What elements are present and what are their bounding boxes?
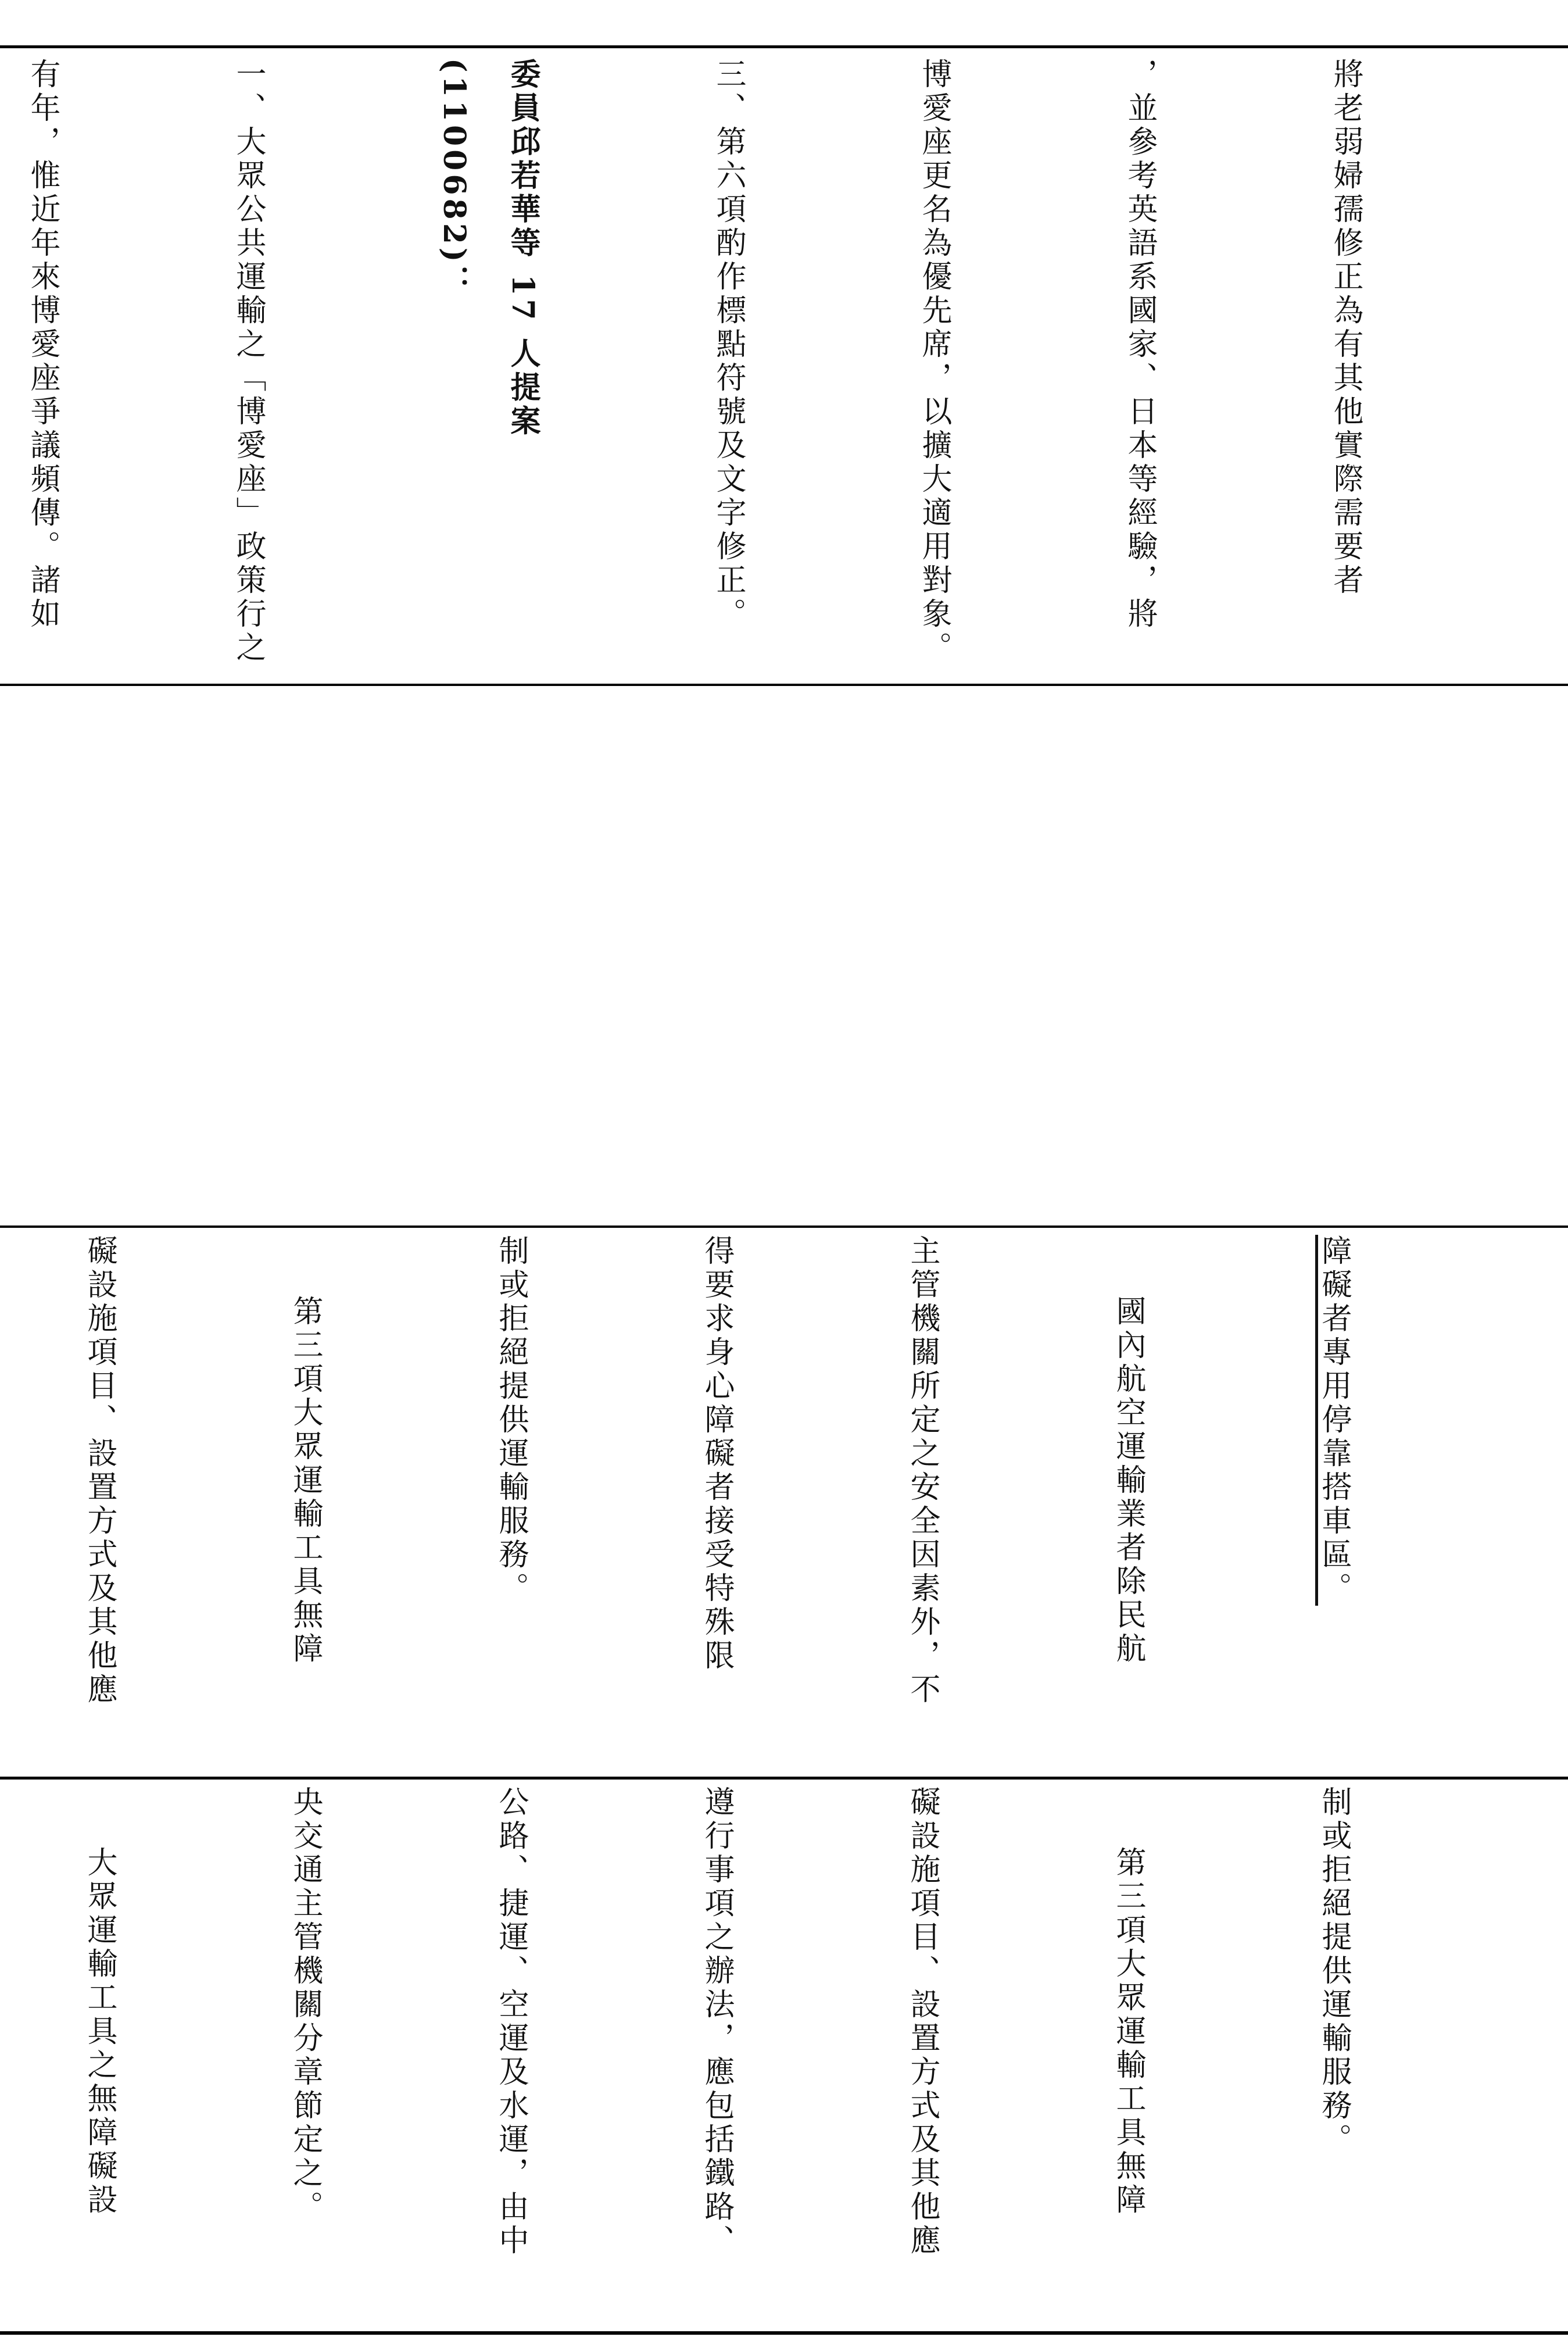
text-line: 第三項大眾運輸工具無障: [1111, 1846, 1145, 2217]
text-line: 礙設施項目、設置方式及其他應: [82, 1235, 117, 1707]
text-line: 制或拒絕提供運輸服務。: [1316, 1786, 1351, 2157]
text-line: 礙設施項目、設置方式及其他應: [905, 1786, 940, 2258]
bottom-rule: [0, 1777, 1568, 1780]
top-rule: [0, 45, 1568, 48]
text-line: 一、大眾公共運輸之「博愛座」政策行之: [231, 58, 266, 665]
text-line: 主管機關所定之安全因素外，不: [905, 1235, 940, 1707]
text-line: 公路、捷運、空運及水運，由中: [493, 1786, 528, 2258]
text-line: 三、第六項酌作標點符號及文字修正。: [711, 58, 746, 631]
text-line: 障礙者專用停靠搭車區。: [1316, 1235, 1351, 1606]
text-line: 遵行事項之辦法，應包括鐵路、: [699, 1786, 734, 2258]
text-line: 第三項大眾運輸工具無障: [288, 1295, 323, 1666]
middle-rule: [0, 684, 1568, 686]
text-line: 大眾運輸工具之無障礙設: [82, 1846, 117, 2217]
text-line: 有年，惟近年來博愛座爭議頻傳。諸如: [25, 58, 60, 631]
lower-rule: [0, 1225, 1568, 1228]
text-line: 博愛座更名為優先席，以擴大適用對象。: [917, 58, 951, 665]
page-bottom-rule: [0, 2331, 1568, 2335]
proposal-heading: 委員邱若華等 17 人提案(1100682)：: [436, 58, 540, 439]
text-line: 國內航空運輸業者除民航: [1111, 1295, 1145, 1666]
bottom-text-column: [82, 1786, 1505, 2327]
text-line: ，並參考英語系國家、日本等經驗，將: [1122, 58, 1157, 631]
middle-text-column: [82, 1235, 1505, 1770]
top-text-column: [25, 58, 1517, 674]
text-line: 得要求身心障礙者接受特殊限: [699, 1235, 734, 1673]
text-line: 央交通主管機關分章節定之。: [288, 1786, 323, 2224]
text-line: 制或拒絕提供運輸服務。: [493, 1235, 528, 1606]
text-line: 將老弱婦孺修正為有其他實際需要者: [1328, 58, 1363, 598]
